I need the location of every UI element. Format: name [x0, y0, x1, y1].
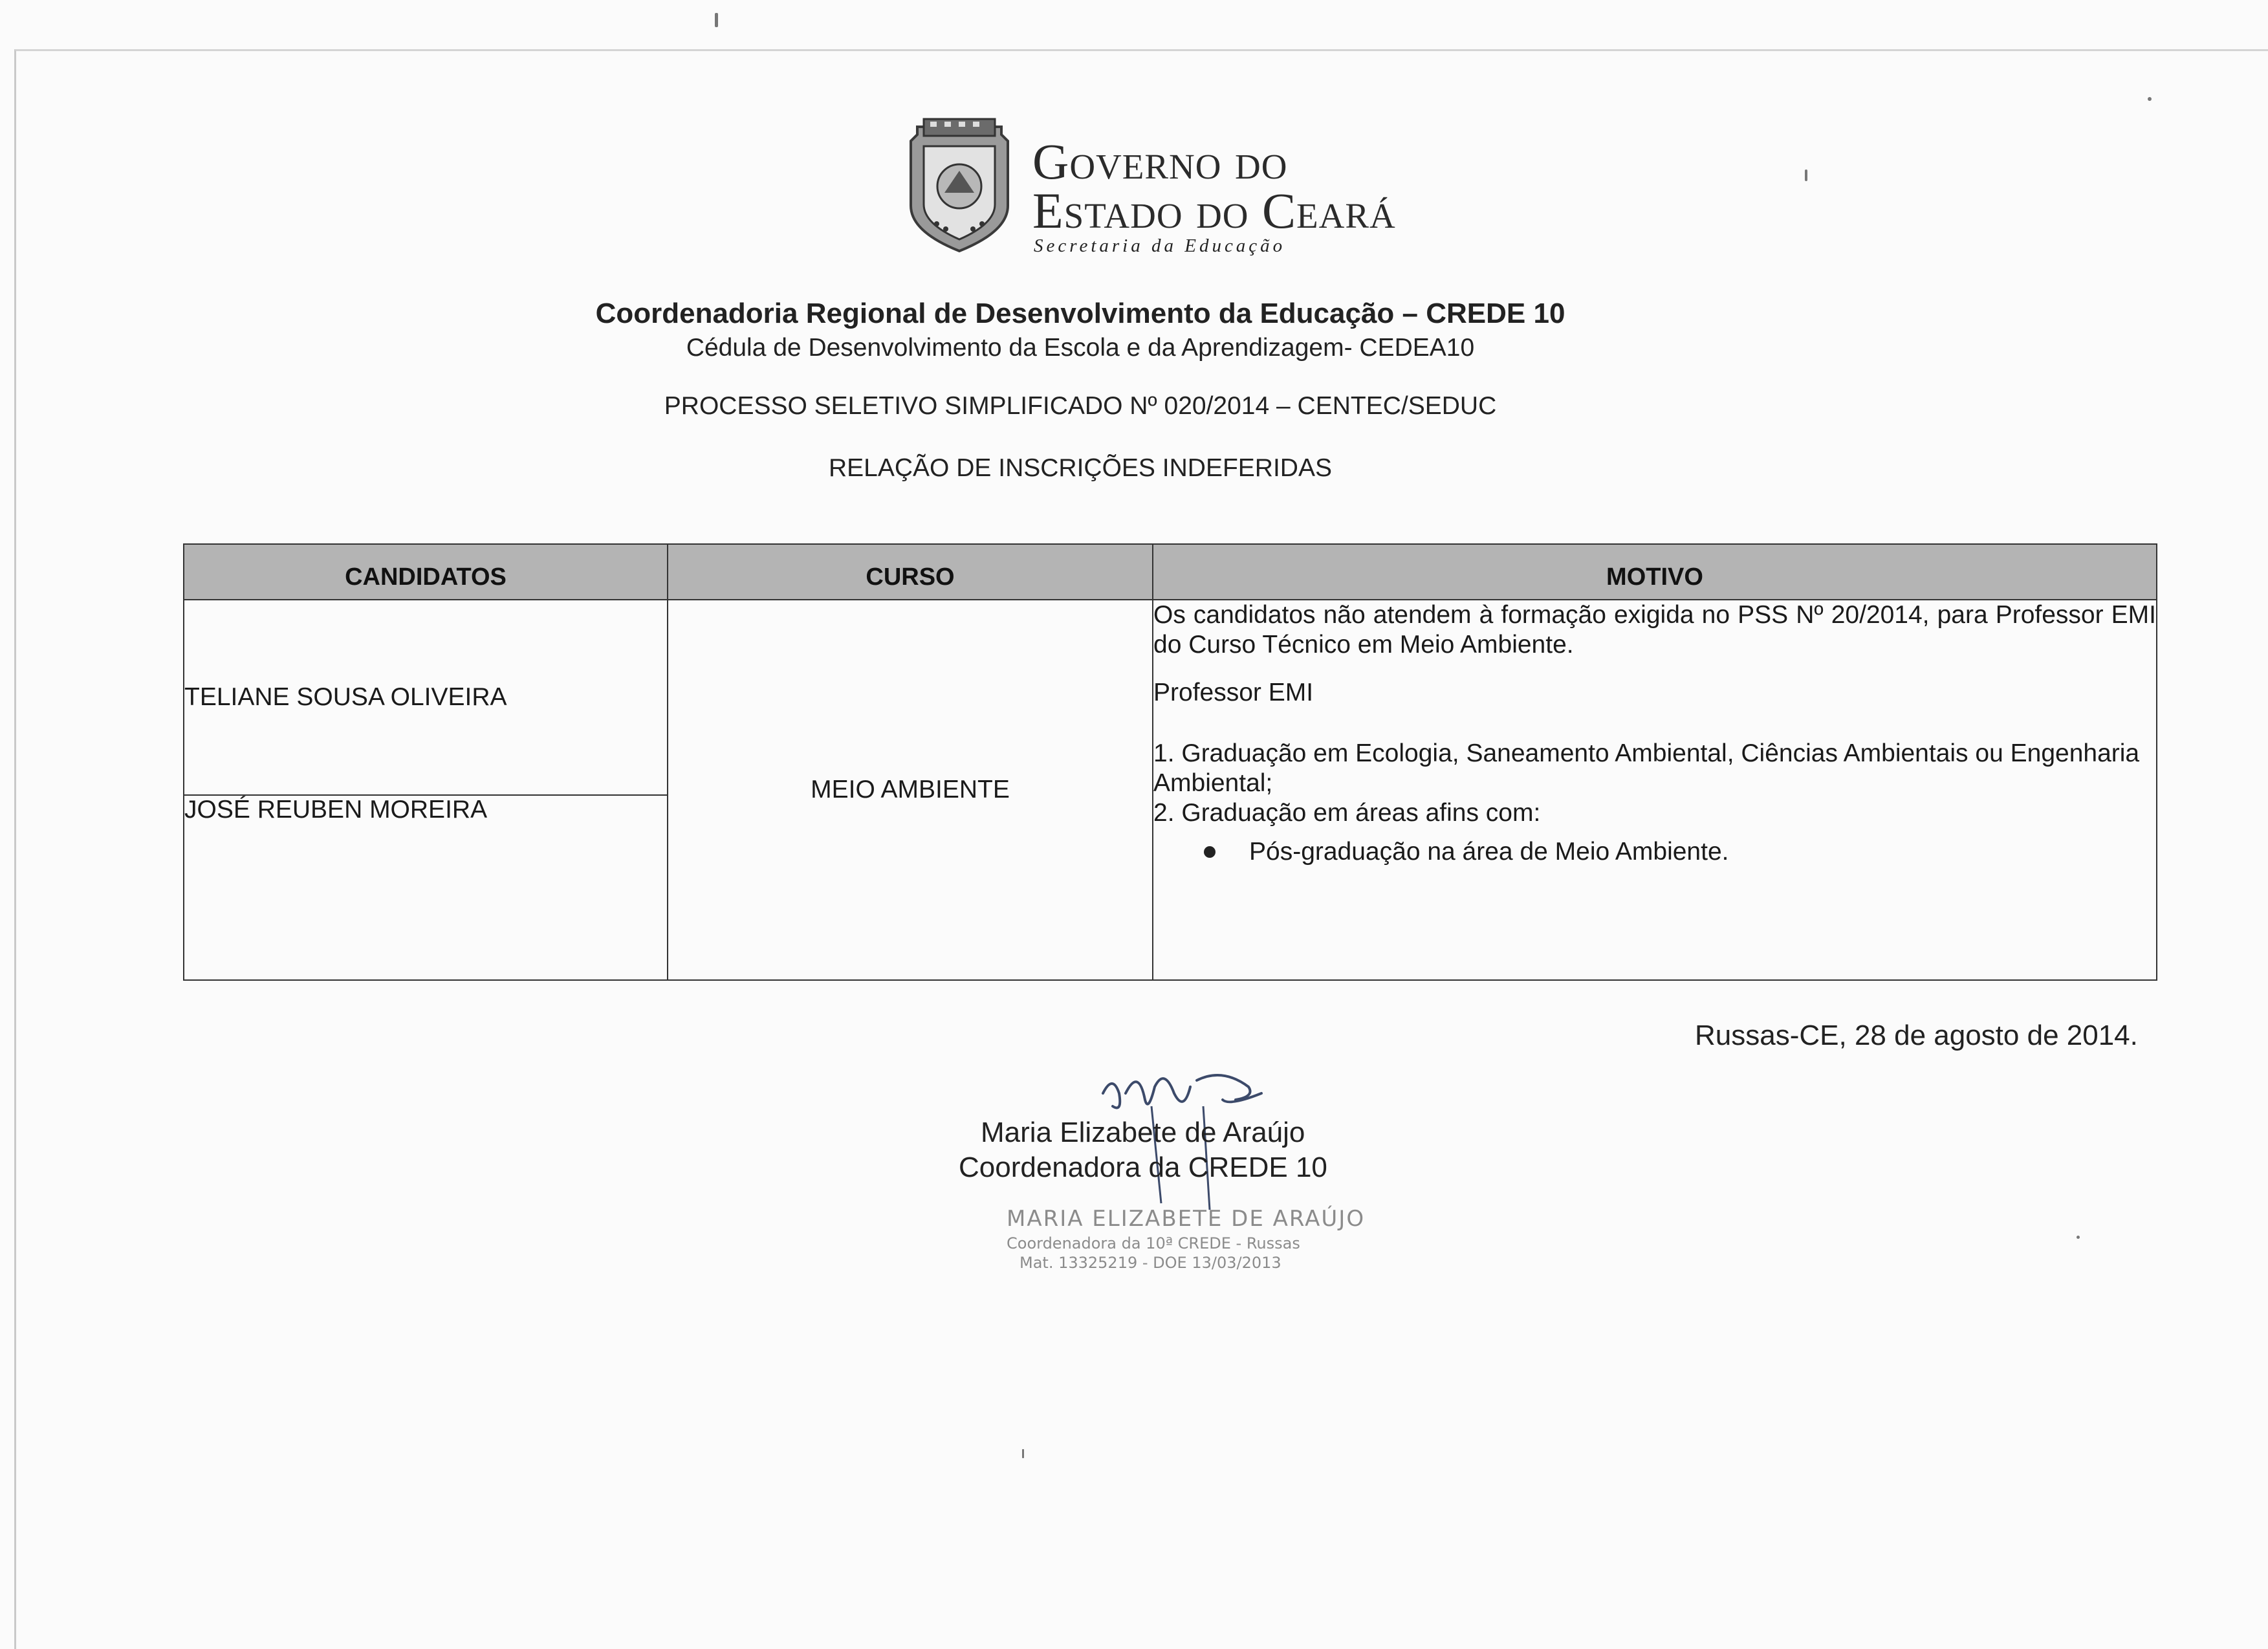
table-row — [184, 600, 2157, 795]
stamp-name: MARIA ELIZABETE DE ARAÚJO — [1007, 1206, 1366, 1232]
header-curso: CURSO — [668, 544, 1153, 600]
curso-cell: MEIO AMBIENTE — [668, 600, 1153, 980]
scan-speck — [1022, 1449, 1024, 1458]
state-crest-icon — [904, 115, 1014, 254]
place-date: Russas-CE, 28 de agosto de 2014. — [1695, 1020, 2138, 1051]
scan-speck — [1805, 169, 1807, 181]
government-title: Governo do — [1032, 133, 1288, 190]
state-title: Estado do Ceará — [1032, 182, 1396, 239]
header-candidatos: CANDIDATOS — [184, 544, 668, 600]
indeferidas-table — [183, 543, 2157, 981]
candidato-cell: JOSÉ REUBEN MOREIRA — [184, 795, 668, 980]
signatory-name: Maria Elizabete de Araújo — [981, 1117, 1305, 1148]
scan-speck — [2148, 97, 2152, 101]
motivo-bullet — [1153, 837, 2156, 867]
official-stamp — [1007, 1206, 1365, 1272]
motivo-requirement-2: 2. Graduação em áreas afins com: — [1153, 799, 1541, 827]
motivo-requirement-1: 1. Graduação em Ecologia, Saneamento Ambiental, Ciências Ambientais ou Engenharia Ambiental; — [1153, 739, 2140, 797]
stamp-registration: Mat. 13325219 - DOE 13/03/2013 — [1020, 1254, 1281, 1272]
motivo-bullet-text: Pós-graduação na área de Meio Ambiente. — [1249, 838, 1729, 866]
table-header-row — [184, 544, 2157, 600]
motivo-role: Professor EMI — [1153, 679, 1314, 706]
bullet-icon — [1204, 846, 1216, 858]
signatory-role: Coordenadora da CREDE 10 — [959, 1152, 1327, 1183]
coordenadoria-heading: Coordenadoria Regional de Desenvolvimento da Educação – CREDE 10 — [595, 298, 1565, 329]
relacao-heading: RELAÇÃO DE INSCRIÇÕES INDEFERIDAS — [829, 454, 1332, 482]
candidato-cell: TELIANE SOUSA OLIVEIRA — [184, 600, 668, 795]
government-logo — [904, 115, 1402, 264]
motivo-cell — [1153, 600, 2157, 980]
processo-heading: PROCESSO SELETIVO SIMPLIFICADO Nº 020/2014 – CENTEC/SEDUC — [664, 392, 1497, 420]
scan-speck — [715, 13, 718, 27]
scan-speck — [2077, 1236, 2080, 1239]
secretaria-subtitle: Secretaria da Educação — [1034, 235, 1286, 256]
cedula-subheading: Cédula de Desenvolvimento da Escola e da Aprendizagem- CEDEA10 — [686, 334, 1475, 362]
stamp-role: Coordenadora da 10ª CREDE - Russas — [1007, 1234, 1300, 1252]
motivo-intro: Os candidatos não atendem à formação exigida no PSS Nº 20/2014, para Professor EMI do Curso Técnico em Meio Ambiente. — [1153, 601, 2156, 659]
header-motivo: MOTIVO — [1153, 544, 2157, 600]
